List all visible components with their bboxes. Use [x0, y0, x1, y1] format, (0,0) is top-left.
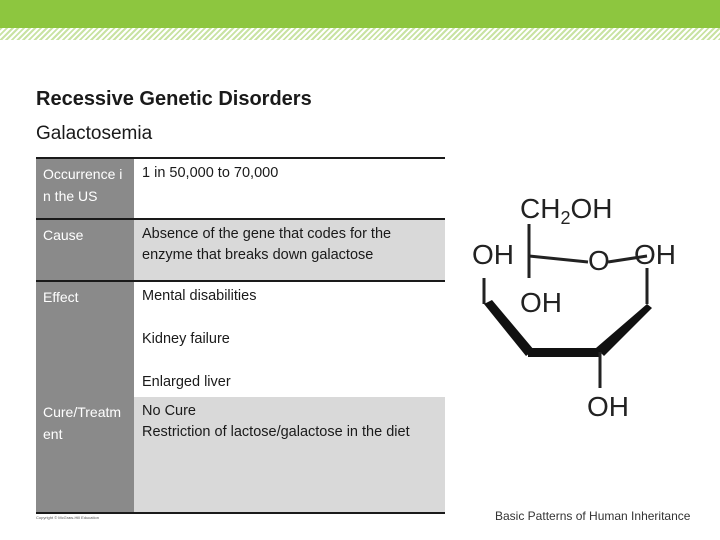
wedge-bond	[596, 304, 652, 356]
row-value	[134, 159, 445, 220]
bottom-group-label: OH	[587, 391, 629, 422]
disorder-table	[36, 157, 445, 514]
table-row	[36, 218, 445, 282]
row-label	[36, 159, 134, 220]
row-value	[134, 397, 445, 512]
row-label-text: Occurrence in the US	[43, 166, 123, 204]
copyright-notice: Copyright © McGraw-Hill Education	[36, 515, 99, 520]
table-row	[36, 397, 445, 512]
inner-group-label: OH	[520, 287, 562, 318]
row-label-text: Cure/Treatment	[43, 404, 122, 442]
row-value	[134, 220, 445, 282]
slide-title: Recessive Genetic Disorders	[36, 88, 312, 110]
value-text: No Cure	[142, 403, 196, 419]
slide-subtitle: Galactosemia	[36, 123, 153, 144]
right-group-label: OH	[634, 239, 676, 270]
galactose-structure-diagram	[462, 188, 692, 428]
value-text: Absence of the gene that codes for the enzyme that breaks down galactose	[142, 226, 392, 263]
slide-footer: Basic Patterns of Human Inheritance	[495, 509, 691, 523]
row-value	[134, 282, 445, 399]
top-stripe-band	[0, 28, 720, 40]
value-text: Mental disabilities	[142, 288, 257, 304]
value-text: Enlarged liver	[142, 374, 231, 390]
value-text: Restriction of lactose/galactose in the diet	[142, 424, 410, 440]
row-label-text: Cause	[43, 227, 84, 243]
top-accent-bar	[0, 0, 720, 28]
table-row	[36, 280, 445, 399]
row-label	[36, 220, 134, 282]
row-label	[36, 282, 134, 399]
table-bottom-rule	[36, 512, 445, 514]
top-group-label: $CH_2OH$	[520, 193, 613, 228]
row-label	[36, 397, 134, 512]
value-text: Kidney failure	[142, 331, 230, 347]
table-row	[36, 157, 445, 220]
ring-oxygen-label: O	[588, 245, 610, 276]
bond-line	[529, 256, 588, 262]
row-label-text: Effect	[43, 289, 79, 305]
value-text: 1 in 50,000 to 70,000	[142, 165, 279, 181]
left-group-label: OH	[472, 239, 514, 270]
wedge-bond	[528, 348, 600, 357]
